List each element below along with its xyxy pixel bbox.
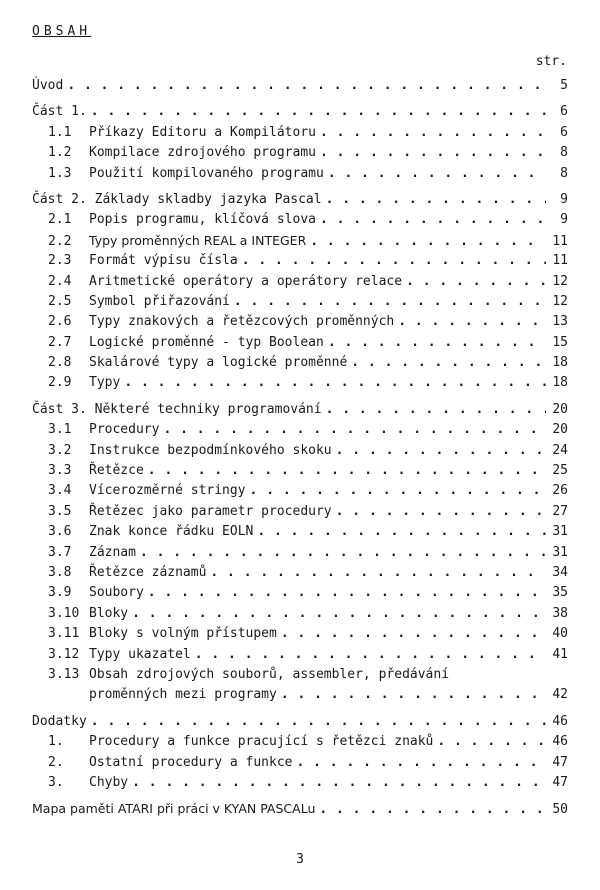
toc-entry-page: 47 (552, 754, 568, 770)
toc-entry (32, 272, 568, 292)
toc-entry-title: Instrukce bezpodmínkového skoku (89, 442, 332, 458)
toc-entry-page: 38 (552, 605, 568, 621)
toc-entry-number: 1.1 (48, 124, 72, 140)
toc-entry-number: 3.3 (48, 463, 72, 479)
dot-leader (332, 441, 546, 461)
toc-entry (32, 251, 568, 271)
toc-entry-page: 47 (552, 774, 568, 790)
toc-entry-page: 50 (552, 802, 568, 818)
toc-entry-number: 3.5 (48, 503, 72, 519)
toc-entry (32, 799, 568, 819)
toc-entry-number: 2.4 (48, 273, 72, 289)
dot-leader (324, 164, 546, 184)
dot-leader (144, 461, 546, 481)
toc-entry-title: Kompilace zdrojového programu (89, 145, 316, 161)
toc-entry-title: Záznam (89, 544, 136, 560)
toc-entry-title: Část 1. (32, 104, 87, 120)
toc-entry-title: proměnných mezi programy (89, 687, 277, 703)
toc-entry-page: 20 (552, 401, 568, 417)
dot-leader (159, 420, 546, 440)
dot-leader (315, 800, 546, 820)
toc-entry-page: 20 (552, 422, 568, 438)
dot-leader (87, 712, 546, 732)
toc-entry-title: Typy znakových a řetězcových proměnných (89, 314, 395, 330)
toc-entry-title: Znak konce řádku EOLN (89, 524, 254, 540)
dot-leader (293, 753, 547, 773)
toc-entry-page: 9 (560, 191, 568, 207)
toc-entry-number: 2.2 (48, 233, 72, 249)
dot-leader (306, 232, 546, 252)
toc-entry (32, 190, 568, 210)
toc-entry (32, 441, 568, 461)
dot-leader (191, 645, 546, 665)
toc-entry-title: Typy proměnných REAL a INTEGER (89, 232, 307, 248)
toc-entry (32, 231, 568, 251)
toc-entry (32, 210, 568, 230)
toc-entry (32, 312, 568, 332)
toc-entry-page: 18 (552, 355, 568, 371)
toc-entry-page: 31 (552, 524, 568, 540)
toc-entry (32, 420, 568, 440)
toc-entry-title: Popis programu, klíčová slova (89, 212, 316, 228)
toc-entry-title: Část 3. Některé techniky programování (32, 401, 322, 417)
toc-entry-page: 46 (552, 734, 568, 750)
toc-entry-title: Vícerozměrné stringy (89, 483, 246, 499)
toc-entry-page: 34 (552, 564, 568, 580)
toc-entry-number: 3.2 (48, 442, 72, 458)
toc-entry-number: 1.3 (48, 165, 72, 181)
toc-entry (32, 685, 568, 705)
toc-entry (32, 624, 568, 644)
toc-entry-page: 35 (552, 585, 568, 601)
dot-leader (277, 624, 546, 644)
toc-entry-title: Symbol přiřazování (89, 293, 230, 309)
toc-entry-page: 42 (552, 687, 568, 703)
toc-entry-title: Ostatní procedury a funkce (89, 754, 293, 770)
toc-entry-number: 1. (48, 734, 64, 750)
page-heading: OBSAH (32, 24, 92, 39)
dot-leader (433, 732, 546, 752)
dot-leader (128, 773, 546, 793)
toc-entry (32, 583, 568, 603)
toc-entry (32, 333, 568, 353)
dot-leader (136, 543, 546, 563)
toc-entry (32, 502, 568, 522)
toc-entry (32, 76, 568, 96)
toc-entry (32, 102, 568, 122)
toc-entry (32, 373, 568, 393)
dot-leader (277, 685, 546, 705)
toc-entry-page: 26 (552, 483, 568, 499)
toc-entry-page: 8 (560, 145, 568, 161)
page-number: 3 (296, 852, 304, 867)
dot-leader (230, 292, 546, 312)
toc-entry-number: 2.5 (48, 293, 72, 309)
toc-entry-title: Úvod (32, 78, 64, 93)
toc-entry (32, 353, 568, 373)
toc-entry (32, 481, 568, 501)
toc-entry-page: 27 (552, 503, 568, 519)
dot-leader (206, 563, 546, 583)
toc-entry-page: 31 (552, 544, 568, 560)
toc-entry-number: 2. (48, 754, 64, 770)
toc-entry-number: 2.1 (48, 212, 72, 228)
dot-leader (394, 312, 546, 332)
toc-entry-title: Procedury a funkce pracující s řetězci znaků (89, 734, 434, 750)
dot-leader (253, 522, 546, 542)
toc-entry (32, 732, 568, 752)
toc-entry (32, 522, 568, 542)
toc-entry-number: 2.7 (48, 334, 72, 350)
toc-entry-page: 6 (560, 124, 568, 140)
dot-leader (120, 373, 546, 393)
toc-entry-page: 11 (552, 233, 568, 249)
dot-leader (316, 143, 546, 163)
toc-entry-title: Mapa paměti ATARI při práci v KYAN PASCALu (32, 801, 316, 817)
toc-entry-title: Část 2. Základy skladby jazyka Pascal (32, 191, 322, 207)
toc-entry-title: Dodatky (32, 713, 87, 729)
dot-leader (63, 76, 546, 96)
dot-leader (87, 102, 546, 122)
toc-entry-title: Řetězec jako parametr procedury (89, 503, 332, 519)
toc-entry (32, 604, 568, 624)
toc-entry-title: Bloky (89, 605, 129, 621)
toc-entry-title: Bloky s volným přístupem (89, 626, 277, 642)
toc-entry-title: Procedury (89, 422, 160, 438)
dot-leader (402, 272, 546, 292)
toc-entry-title: Aritmetické operátory a operátory relace (89, 273, 403, 289)
toc-entry-number: 2.8 (48, 355, 72, 371)
toc-entry-page: 12 (552, 293, 568, 309)
toc-entry-title: Skalárové typy a logické proměnné (89, 355, 348, 371)
toc-entry-number: 3.1 (48, 422, 72, 438)
toc-entry-page: 15 (552, 334, 568, 350)
toc-entry-number: 3.11 (48, 626, 80, 642)
dot-leader (322, 400, 546, 420)
dot-leader (332, 502, 546, 522)
toc-entry-page: 5 (560, 78, 568, 93)
toc-entry-page: 25 (552, 463, 568, 479)
toc-entry-title: Chyby (89, 774, 129, 790)
toc-entry-number: 3.9 (48, 585, 72, 601)
toc-entry-number: 2.9 (48, 375, 72, 391)
toc-entry (32, 563, 568, 583)
toc-entry-page: 24 (552, 442, 568, 458)
toc-entry-page: 6 (560, 104, 568, 120)
dot-leader (238, 251, 546, 271)
toc-entry (32, 543, 568, 563)
toc-entry-page: 13 (552, 314, 568, 330)
table-of-contents (32, 76, 568, 820)
toc-entry-title: Řetězce (89, 463, 144, 479)
dot-leader (246, 481, 546, 501)
toc-entry-page: 46 (552, 713, 568, 729)
toc-entry-title: Typy (89, 375, 121, 391)
toc-entry (32, 461, 568, 481)
dot-leader (324, 333, 546, 353)
toc-entry-page: 9 (560, 212, 568, 228)
toc-entry-title: Soubory (89, 585, 144, 601)
dot-leader (128, 604, 546, 624)
toc-entry (32, 292, 568, 312)
toc-entry-number: 1.2 (48, 145, 72, 161)
page-column-label: str. (535, 54, 567, 69)
toc-entry-page: 12 (552, 273, 568, 289)
toc-entry-number: 3.8 (48, 564, 72, 580)
dot-leader (322, 190, 546, 210)
toc-entry-number: 3.12 (48, 646, 80, 662)
toc-entry-title: Obsah zdrojových souborů, assembler, předávání (89, 666, 450, 682)
dot-leader (144, 583, 546, 603)
toc-entry-number: 2.6 (48, 314, 72, 330)
toc-entry (32, 773, 568, 793)
toc-entry (32, 753, 568, 773)
toc-entry-title: Formát výpisu čísla (89, 253, 238, 269)
toc-entry-title: Příkazy Editoru a Kompilátoru (89, 124, 316, 140)
toc-entry (32, 400, 568, 420)
toc-entry-number: 3.13 (48, 666, 80, 682)
toc-entry-number: 3.10 (48, 605, 80, 621)
toc-entry-page: 41 (552, 646, 568, 662)
toc-entry-page: 8 (560, 165, 568, 181)
toc-entry-number: 2.3 (48, 253, 72, 269)
toc-entry-page: 18 (552, 375, 568, 391)
toc-entry-title: Použití kompilovaného programu (89, 165, 324, 181)
dot-leader (347, 353, 546, 373)
toc-entry-page: 40 (552, 626, 568, 642)
toc-entry (32, 712, 568, 732)
toc-entry-number: 3. (48, 774, 64, 790)
dot-leader (316, 123, 546, 143)
toc-entry (32, 645, 568, 665)
toc-entry-title: Řetězce záznamů (89, 564, 207, 580)
toc-entry (32, 123, 568, 143)
toc-entry-page: 11 (552, 253, 568, 269)
toc-entry-title: Logické proměnné - typ Boolean (89, 334, 324, 350)
toc-entry (32, 143, 568, 163)
toc-entry-title: Typy ukazatel (89, 646, 191, 662)
dot-leader (316, 210, 546, 230)
toc-entry (32, 665, 568, 685)
toc-entry (32, 164, 568, 184)
toc-entry-number: 3.4 (48, 483, 72, 499)
toc-entry-number: 3.6 (48, 524, 72, 540)
toc-entry-number: 3.7 (48, 544, 72, 560)
